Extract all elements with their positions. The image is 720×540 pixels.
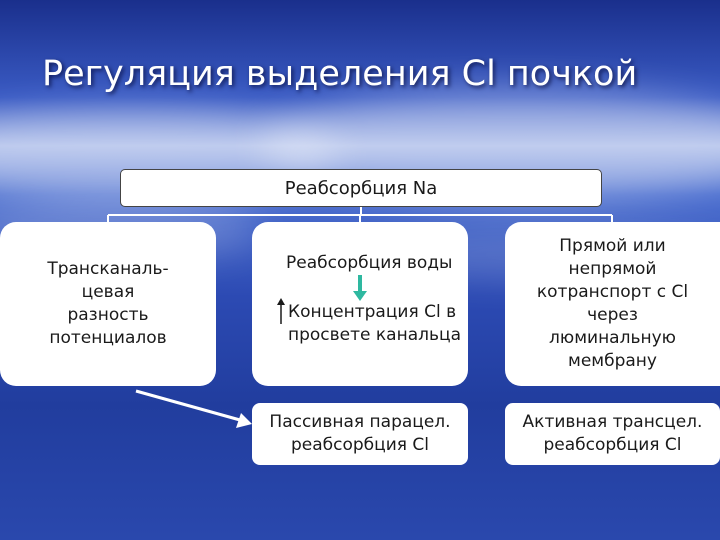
middle-node-concentration <box>288 301 461 347</box>
bottom-middle-label: Пассивная парацел. реабсорбция Cl <box>269 412 451 455</box>
middle-node-box <box>252 222 468 386</box>
up-arrow-icon <box>276 298 286 324</box>
down-arrow-icon <box>604 470 616 492</box>
left-node-label: Трансканаль- цевая разность потенциалов <box>47 259 169 348</box>
causal-arrow <box>136 391 240 420</box>
middle-node-line2: Концентрация Cl в <box>288 302 457 322</box>
middle-node-line1: Реабсорбция воды <box>286 253 453 273</box>
bottom-right-box <box>505 403 720 465</box>
teal-down-arrow-icon <box>353 275 367 301</box>
root-node-box <box>120 169 602 207</box>
bottom-middle-box <box>252 403 468 465</box>
slide-title: Регуляция выделения Cl почкой <box>42 54 638 94</box>
bottom-right-label: Активная трансцел. реабсорбция Cl <box>522 412 703 455</box>
middle-node-row <box>276 298 461 347</box>
root-node-label: Реабсорбция Na <box>284 177 438 199</box>
right-node-label: Прямой или непрямой котранспорт с Cl через люминальную мембрану <box>536 236 689 371</box>
right-node-box <box>505 222 720 386</box>
middle-node-line3: просвете канальца <box>288 325 461 345</box>
left-node-box <box>0 222 216 386</box>
